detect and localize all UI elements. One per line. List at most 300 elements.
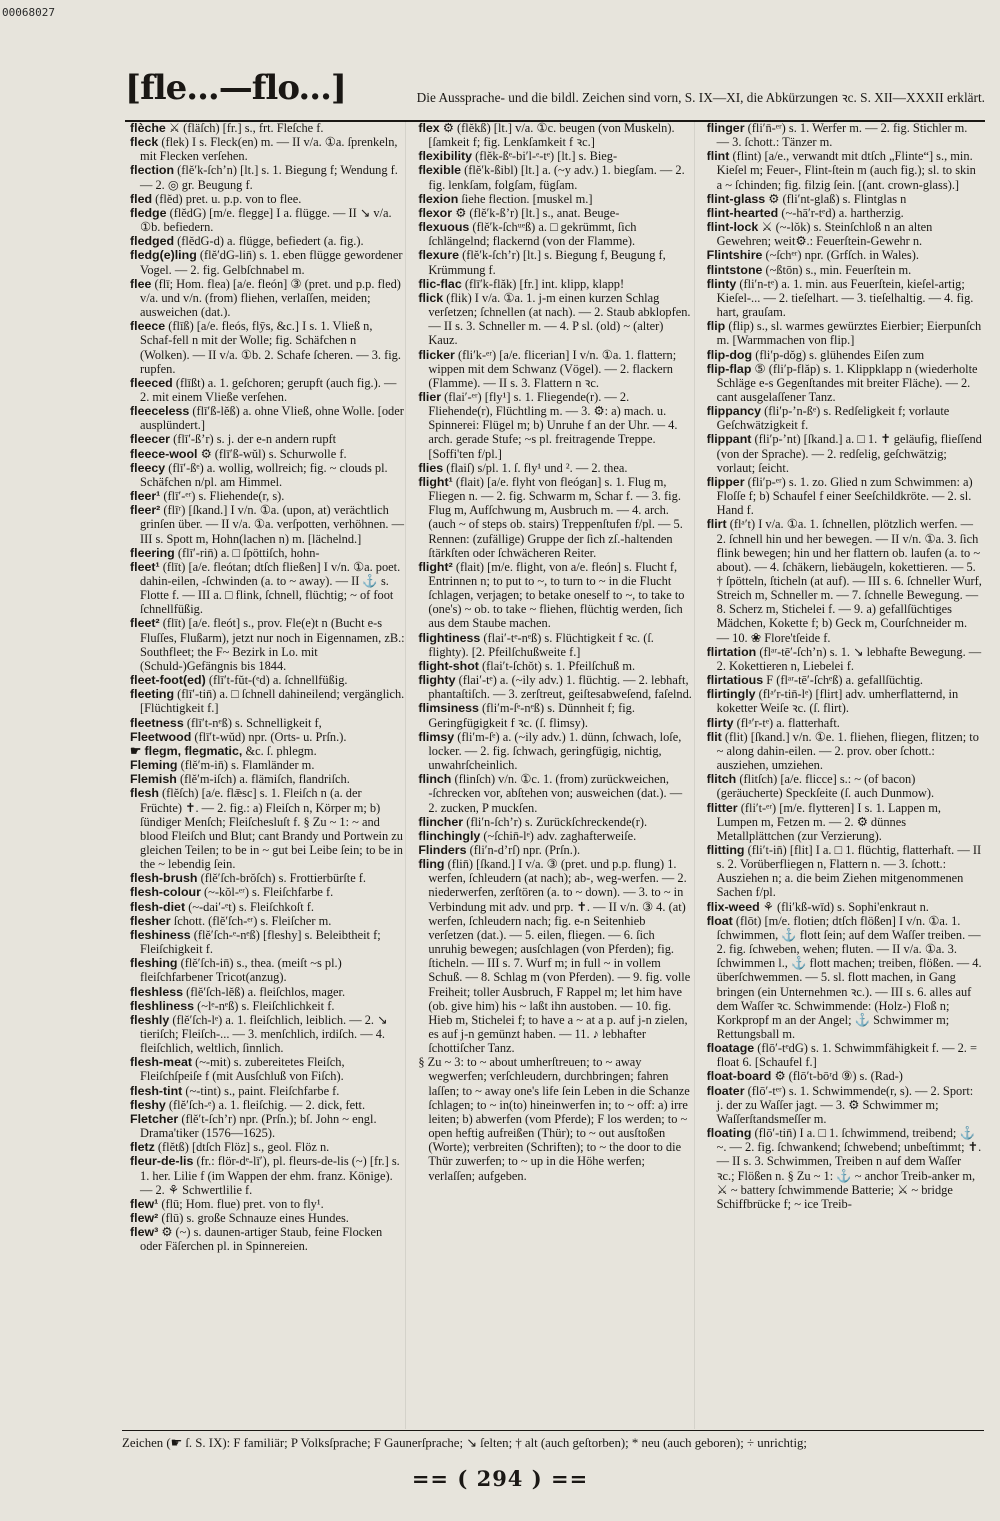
entry-definition: (flī; Hom. flea) [a/e. fleón] ③ (pret. und p.p. fled) v/a. und v/n. (from) fliehen, verlaſſen, meiden; ausweichen (dat.). (140, 276, 401, 320)
entry-headword: flippancy (706, 404, 762, 419)
entry-headword: flexibility (418, 149, 473, 164)
entry-headword: flip (706, 319, 726, 334)
dictionary-entry (418, 461, 693, 475)
entry-definition: (flū; Hom. flue) pret. von to fly¹. (161, 1196, 324, 1211)
dictionary-entry (130, 1112, 405, 1140)
dictionary-entry (130, 914, 405, 928)
entry-headword: Fletcher (130, 1111, 179, 1126)
entry-headword: flexible (418, 163, 462, 178)
entry-definition: (flĕ′k-ſchʼr) [lt.] s. Biegung f, Beugung f, Krümmung f. (428, 248, 666, 277)
dictionary-entry (130, 616, 405, 673)
entry-headword: flirty (706, 715, 734, 730)
dictionary-entry (130, 560, 405, 617)
entry-headword: fleur-de-lis (130, 1154, 194, 1169)
entry-definition: (flī′t-nᵉß) s. Schnelligkeit f, (186, 715, 322, 730)
entry-definition: (flĕ′m-in̄) s. Flamländer m. (180, 758, 315, 773)
entry-headword: fledg(e)ling (130, 248, 197, 263)
entry-headword: flint-lock (706, 220, 759, 235)
dictionary-entry (707, 263, 982, 277)
dictionary-entry (130, 135, 405, 163)
dictionary-entry (130, 1197, 405, 1211)
entry-definition: (~-hā′r-tᵉd) a. hartherzig. (781, 205, 904, 220)
entry-headword: flintstone (706, 262, 763, 277)
dictionary-entry (130, 319, 405, 376)
entry-definition: (fli′n̄-ᵉʳ) s. 1. Werfer m. — 2. fig. Stichler m. — 3. ſchott.: Tänzer m. (716, 121, 968, 150)
dictionary-entry (418, 843, 693, 857)
entry-definition: (fli′p-ʼnt) [ſkand.] a. □ 1. ✝ geläufig, flieſſend (von der Sprache). — 2. redſelig, geſchwätzig; vorlaut; ſeicht. (716, 432, 982, 475)
entry-definition: (flĕd) pret. u. p.p. von to flee. (155, 191, 302, 206)
dictionary-entry (130, 786, 405, 871)
entry-definition: (flĕ′k-ſchʼn) [lt.] s. 1. Biegung f; Wendung f. — 2. ◎ gr. Beugung f. (140, 163, 398, 192)
entry-definition: (~-kŏl-ᵉʳ) s. Fleiſchfarbe f. (204, 885, 334, 900)
dictionary-entry (130, 206, 405, 234)
dictionary-entry (418, 121, 693, 149)
dictionary-entry (707, 1041, 982, 1069)
entry-definition: (flī′-ßʼr) s. j. der e-n andern rupft (173, 432, 337, 447)
entry-definition: F (flᵃʳ-tē′-ſchᵉß) a. gefallſüchtig. (766, 673, 924, 688)
entry-definition: (fli′p-dŏg) s. glühendes Eiſen zum (755, 347, 925, 362)
dictionary-entry (130, 928, 405, 956)
entry-definition: (flaiſ) s/pl. 1. ſ. fly¹ und ². — 2. thea. (446, 460, 628, 475)
entry-headword: fleet² (130, 616, 160, 631)
entry-definition: ⚙ (fli′nt-glaß) s. Flintglas n (768, 191, 907, 206)
entry-headword: flew¹ (130, 1196, 159, 1211)
dictionary-entry (130, 744, 405, 758)
entry-definition: ⚙ (flĕkß) [lt.] v/a. ①c. beugen (von Muskeln). [ſamkeit f; fig. Lenkſamkeit f ꝛc.] (428, 121, 675, 150)
dictionary-entry (707, 248, 982, 262)
dictionary-entry (707, 1126, 982, 1211)
entry-headword: fleshy (130, 1097, 166, 1112)
entry-definition: (flĕk-ßᵉ-bi′l-ᵉ-tᵉ) [lt.] s. Bieg- (475, 149, 618, 164)
entry-headword: flesh-diet (130, 899, 186, 914)
entry-definition: ⚔ (~-lŏk) s. Steinſchloß n an alten Gewehren; weit⚙.: Feuerſtein-Gewehr n. (716, 220, 933, 249)
entry-headword: flic-flac (418, 276, 462, 291)
dictionary-entry (130, 956, 405, 984)
page-header (125, 62, 985, 122)
dictionary-entry (707, 192, 982, 206)
dictionary-entry (130, 730, 405, 744)
entry-definition: (flᵃ′r-tin̄-lᵉ) [flirt] adv. umherflatternd, in koketter Weiſe ꝛc. (ſ. flirt). (716, 687, 959, 716)
dictionary-entry (130, 999, 405, 1013)
dictionary-entry (707, 121, 982, 149)
entry-definition: (flĕdG-d) a. flügge, befiedert (a. fig.). (177, 234, 364, 249)
dictionary-entry (130, 1013, 405, 1055)
entry-definition: (flin̄) [ſkand.] I v/a. ③ (pret. und p.p. flung) 1. werfen, ſchleudern (at nach); ab-, weg-werfen. — 2. niederwerfen, zerſtören (a. to ~ down). — 3. to ~ in Verbindung mit adv. und prp. ✝. — II v/n. ③ 4. (at) werfen, ſchleudern nach; fig. e-n Seitenhieb verſetzen (dat.). — 5. eilen, fliegen. — 6. ſich unruhig bewegen; ausſchlagen (von Pferden); fig. ſticheln. — III s. 7. Wurf m; in full ~ in vollem Schuß. — 8. Schlag m (von Pferden). — 9. fig. volle Freiheit; toller Ausbruch, F Rappel m; let him have (ob. give him) his ~ laßt ihn austoben. — 10. fig. Hieb m, Stichelei f; to have a ~ at a p. auf j-n zielen, es auf j-n gemünzt haben. — 11. ♪ lebhafter ſchottiſcher Tanz. (428, 857, 691, 1056)
dictionary-entry (130, 673, 405, 687)
dictionary-entry (130, 461, 405, 489)
entry-definition: (flĕſch) [a/e. flǣsc] s. 1. Fleiſch n (a. der Früchte) ✝. — 2. fig.: a) Fleiſch n, Körper m; b) ſündiger Menſch; Fleiſchesluſt f. § Zu ~ 1: ~ and blood Fleiſch und Blut; cant Brandy und Portwein zu gleichen Teilen; to be in ~ gut bei Leibe ſein; to be in the ~ lebendig ſein. (140, 786, 403, 872)
entry-definition: (flīt) [a/e. fleót] s., prov. Fle(e)t n (Bucht e-s Fluſſes, Flußarm), jetzt nur noch in Eigennamen, zB.: Southfleet; the F~ Bezirk in Lo. mit (Schuld-)Gefängnis bis 1844. (140, 616, 405, 673)
entry-headword: flirtatious (706, 673, 764, 688)
entry-headword: flick (418, 290, 444, 305)
entry-definition: (flᵃ′r-tᵉ) a. flatterhaft. (736, 715, 840, 730)
entry-definition: (~-mit) s. zubereitetes Fleiſch, Fleiſchſpeiſe f (mit Ausſchluß von Fiſch). (140, 1055, 345, 1084)
entry-definition: (flitſch) [a/e. flicce] s.: ~ (of bacon) (geräucherte) Speckſeite (ſ. auch Dunmow). (716, 772, 935, 801)
entry-headword: flex (418, 121, 440, 135)
entry-definition: (flĕtß) [dtſch Flöz] s., geol. Flöz n. (157, 1140, 330, 1155)
entry-definition: (flip) s., sl. warmes gewürztes Eierbier; Eierpunſch m. [Warmmachen von flip.] (716, 319, 982, 348)
entry-headword: flinch (418, 772, 452, 787)
entry-definition: (fli′p-ʼn-ßᵉ) s. Redſeligkeit f; vorlaute Geſchwätzigkeit f. (716, 404, 950, 433)
entry-headword: fleet¹ (130, 559, 160, 574)
entry-definition: (flī′k-flăk) [fr.] int. klipp, klapp! (464, 276, 625, 291)
entry-headword: floater (706, 1083, 745, 1098)
dictionary-entry (707, 716, 982, 730)
entry-headword: flight¹ (418, 474, 453, 489)
entry-headword: flirtingly (706, 687, 756, 702)
entry-definition: (flai′t-ſchŏt) s. 1. Pfeilſchuß m. (482, 658, 636, 673)
dictionary-entry (130, 234, 405, 248)
entry-headword: flimsiness (418, 701, 479, 716)
dictionary-entry (130, 687, 405, 715)
dictionary-entry (130, 716, 405, 730)
entry-headword: fling (418, 857, 445, 872)
entry-definition: (flĕdG) [m/e. flegge] I a. flügge. — II ↘ v/a. ①b. befiedern. (140, 205, 392, 235)
dictionary-entry (130, 1225, 405, 1253)
dictionary-entry (418, 390, 693, 461)
guide-words: [fle...—flo...] (125, 68, 346, 108)
entry-headword: fled (130, 191, 153, 206)
entry-headword: fledge (130, 205, 167, 220)
entry-headword: flesh-meat (130, 1055, 192, 1070)
entry-headword: flitch (706, 772, 737, 787)
entry-headword: Fleming (130, 758, 178, 773)
entry-headword: flexure (418, 248, 459, 263)
entry-definition: (flĕ′ſch-brŏſch) s. Frottierbürſte f. (200, 871, 367, 886)
entry-definition: (flī′t-fŭt-(ᵉd) a. ſchnellfüßig. (208, 673, 348, 688)
entry-definition: (flait) [m/e. flight, von a/e. fleón] s. Flucht f, Entrinnen n; to put to ~, to turn to ~ in die Flucht ſchlagen, verjagen; to betake oneself to ~, to take to (one's) ~ ob. to take ~ fliehen, flüchtig werden, ſich aus dem Staube machen. (428, 559, 685, 631)
dictionary-entry (130, 772, 405, 786)
entry-headword: fleshing (130, 956, 178, 971)
dictionary-entry (707, 772, 982, 800)
entry-headword: Flinders (418, 842, 467, 857)
dictionary-entry (418, 829, 693, 843)
entry-headword: ☛ flegm, flegmatic, (130, 743, 243, 758)
entry-definition: (flai′-ᵉʳ) [fly¹] s. 1. Fliegende(r). — 2. Fliehende(r), Flüchtling m. — 3. ⚙: a) mach. u. Spinnerei: Flügel m; b) Unruhe f an der Uhr. — 4. arch. gerade Stufe; ~s pl. freitragende Treppe. [Soffi'ten f/pl.] (428, 389, 678, 461)
entry-headword: flirtation (706, 644, 757, 659)
entry-definition: (flī′ß-lĕß) a. ohne Vließ, ohne Wolle. [oder ausplündert.] (140, 404, 404, 433)
entry-definition: ſchott. (flĕ′ſch-ᵉʳ) s. Fleiſcher m. (173, 913, 332, 928)
entry-headword: flexion (418, 191, 459, 206)
entry-definition: (flī′-ᵉʳ) s. Fliehende(r, s). (163, 489, 285, 504)
entry-headword: flew² (130, 1211, 159, 1226)
dictionary-entry (418, 475, 693, 560)
entry-definition: ⑤ (fli′p-flăp) s. 1. Klippklapp n (wiederholte Schläge e-s Gegenſtandes mit breiter Fläche). — 2. cant ausgelaſſener Tanz. (716, 361, 978, 404)
entry-headword: fleetness (130, 715, 184, 730)
dictionary-entry (707, 319, 982, 347)
entry-headword: flesh (130, 786, 159, 801)
dictionary-entry (707, 517, 982, 644)
entry-definition: (fli′k-ᵉʳ) [a/e. flicerian] I v/n. ①a. 1. flattern; wippen mit dem Schwanz (Vögel). — 2. flackern (Flamme). — II s. 3. Flattern n ꝛc. (428, 347, 677, 390)
dictionary-entry (707, 673, 982, 687)
entry-definition: (fli′n-dʼrſ) npr. (Prſn.). (469, 842, 581, 857)
dictionary-entry (418, 220, 693, 248)
footer-legend: Zeichen (☛ ſ. S. IX): F familiär; P Volksſprache; F Gaunerſprache; ↘ ſelten; † alt (auch geſtorben); * neu (auch geboren); ÷ unrichtig; (122, 1436, 807, 1450)
entry-definition: (flū) s. große Schnauze eines Hundes. (161, 1211, 349, 1226)
dictionary-entry (707, 914, 982, 1041)
entry-headword: fleck (130, 135, 159, 150)
entry-definition: (flik) I v/a. ①a. 1. j-m einen kurzen Schlag verſetzen; ſchnellen (at nach). — 2. Staub abklopfen. — II s. 3. Schneller m. — 4. P sl. (old) ~ (alter) Kauz. (428, 290, 691, 348)
entry-definition: &c. ſ. phlegm. (245, 743, 317, 758)
entry-headword: flint-hearted (706, 205, 779, 220)
dictionary-entry (418, 277, 693, 291)
header-note: Die Aussprache- und die bildl. Zeichen sind vorn, S. IX—XI, die Abkürzungen ꝛc. S. XII—XXXII erklärt. (416, 90, 985, 105)
dictionary-entry (418, 730, 693, 772)
dictionary-entry (707, 348, 982, 362)
scan-id: 00068027 (2, 6, 55, 19)
entry-headword: flirt (706, 517, 727, 532)
dictionary-entry (418, 206, 693, 220)
entry-headword: flight-shot (418, 658, 479, 673)
entry-definition: (flit) [ſkand.] v/n. ①e. 1. fliehen, fliegen, flitzen; to ~ along dahin-eilen. — 2. prov. ober ſchott.: ausziehen, umziehen. (716, 729, 979, 773)
entry-definition: (flĕ′ſch-in̄) s., thea. (meiſt ~s pl.) fleiſchfarbener Tricot(anzug). (140, 956, 342, 985)
dictionary-entry (707, 1084, 982, 1126)
entry-definition: (~-dai′-ᵉt) s. Fleiſchkoſt f. (188, 899, 314, 914)
entry-headword: flexuous (418, 220, 470, 235)
column-left (130, 121, 406, 1429)
entry-definition: (flō′-tin̄) I a. □ 1. ſchwimmend, treibend; ⚓ ~. — 2. fig. ſchwankend; ſchwebend; unbeſtimmt; ✝. — II s. 3. Schwimmen, Treiben n auf dem Waſſer ꝛc.; Flößen n. § Zu ~ 1: ⚓ ~ anchor Treib-anker m, ⚔ ~ battery ſchwimmende Batterie; ⚔ ~ bridge Schiffbrücke f; ~ ice Treib- (716, 1126, 982, 1211)
entry-definition: (flīʳ) [ſkand.] I v/n. ①a. (upon, at) verächtlich grinſen über. — II v/a. ①a. verſpotten, verhöhnen. — III s. Spott m, Hohn(lachen n) m. [lächelnd.] (140, 503, 405, 546)
entry-headword: flighty (418, 673, 456, 688)
entry-definition: (flĕ′ſch-lᵉ) a. 1. fleiſchlich, leiblich. — 2. ↘ tieriſch; Fleiſch-... — 3. menſchlich, irdiſch. — 4. fleiſchlich, weltlich, ſinnlich. (140, 1012, 388, 1056)
entry-headword: flitting (706, 842, 745, 857)
entry-headword: flix-weed (706, 899, 760, 914)
entry-definition: ⚙ (flī′ß-wŭl) s. Schurwolle f. (200, 446, 347, 461)
dictionary-entry (130, 447, 405, 461)
dictionary-entry (130, 871, 405, 885)
dictionary-entry (418, 673, 693, 701)
footer-rule (122, 1430, 984, 1431)
dictionary-entry (707, 730, 982, 772)
entry-definition: ⚔ (fläſch) [fr.] s., frt. Fleſche f. (168, 121, 324, 135)
dictionary-entry (418, 659, 693, 673)
entry-headword: flesh-tint (130, 1083, 183, 1098)
entry-definition: ſiehe flection. [muskel m.] (461, 191, 593, 206)
dictionary-entry (707, 645, 982, 673)
dictionary-entry (418, 815, 693, 829)
dictionary-entry (707, 1069, 982, 1083)
dictionary-entry (130, 900, 405, 914)
entry-definition: ⚙ (~) s. daunen-artiger Staub, feine Flocken oder Fäſerchen pl. in Spinnereien. (140, 1225, 383, 1254)
entry-headword: fleshiness (130, 927, 191, 942)
dictionary-entry (418, 1055, 693, 1182)
entry-definition: (fli′n-tᵉ) a. 1. min. aus Feuerſtein, kieſel-artig; Kieſel-... — 2. tieſelhart. — 3. tieſelhaltig. — 4. fig. hart, grauſam. (716, 276, 974, 320)
entry-definition: (flĕ′k-ßibl) [lt.] a. (~y adv.) 1. biegſam. — 2. fig. lenkſam, folgſam, fügſam. (428, 163, 685, 192)
dictionary-entry (418, 348, 693, 390)
entry-definition: (flīß) [a/e. fleós, flȳs, &c.] I s. 1. Vließ n, Schaf-fell n mit der Wolle; fig. Schäfchen n (Wolken). — II v/a. ①b. 2. Schafe ſcheren. — 3. fig. rupfen. (140, 319, 401, 376)
entry-definition: ⚙ (flĕ′k-ßʼr) [lt.] s., anat. Beuge- (455, 205, 620, 220)
entry-definition: (~ßtōn) s., min. Feuerſtein m. (765, 262, 912, 277)
column-middle (418, 121, 694, 1429)
entry-definition: (flōt) [m/e. flotien; dtſch flößen] I v/n. ①a. 1. ſchwimmen, ⚓ flott ſein; auf dem Waſſer treiben. — 2. fig. ſchweben, wehen; fluten. — II v/a. ①a. 3. ſchwimmen l., ⚓ flott machen; treiben, flößen. — 4. überſchwemmen. — 5. sl. flott machen, in Gang bringen (ein Unternehmen ꝛc.). — III s. 6. alles auf dem Waſſer ꝛc. Schwimmende: (Holz-) Floß n; Korkpropf m an der Angel; ⚓ Schwimmer m; Rettungsball m. (716, 913, 982, 1041)
entry-headword: fleering (130, 545, 175, 560)
entry-headword: flexor (418, 205, 453, 220)
entry-definition: (fli′t-in̄) [flit] I a. □ 1. flüchtig, flatterhaft. — II s. 2. Vorüberfliegen n, Flattern n. — 3. ſchott.: Ausziehen n; a. die beim Ziehen mitgenommenen Sachen f/pl. (716, 842, 982, 900)
entry-definition: (flī′-ßᵉ) a. wollig, wollreich; fig. ~ clouds pl. Schäfchen n/pl. am Himmel. (140, 460, 388, 489)
entry-headword: flew³ (130, 1225, 159, 1240)
entry-headword: fleeceless (130, 404, 190, 419)
entry-headword: flint (706, 149, 730, 164)
entry-headword: flipper (706, 474, 745, 489)
dictionary-entry (130, 985, 405, 999)
entry-headword: flicker (418, 347, 455, 362)
entry-headword: fleshless (130, 984, 184, 999)
entry-headword: flint-glass (706, 191, 766, 206)
entry-headword: fleecer (130, 432, 170, 447)
entry-definition: (fli′n-ſchʼr) s. Zurückſchreckende(r). (466, 814, 648, 829)
entry-headword: flip-flap (706, 361, 752, 376)
entry-headword: flight² (418, 559, 453, 574)
dictionary-entry (418, 631, 693, 659)
entry-headword: fletz (130, 1140, 155, 1155)
entry-definition: (flō′-tᵉʳ) s. 1. Schwimmende(r, s). — 2. Sport: j. der zu Waſſer jagt. — 3. ⚙ Schwimmer m; Waſſerſtandsmeſſer m. (716, 1083, 974, 1126)
entry-headword: fleece (130, 319, 166, 334)
entry-definition: (flᵃ′t) I v/a. ①a. 1. ſchnellen, plötzlich werfen. — 2. ſchnell hin und her bewegen. — II v/n. ①a. 3. ſich flink bewegen; hin und her flattern ob. laufen (a. to ~ about). — 4. ſchäkern, liebäugeln, kokettieren. — 5. † ſpötteln, ſticheln (at auf). — III s. 6. ſchneller Wurf, Streich m, Schneller m. — 7. ſchnelle Bewegung. — 8. Scherz m, Stichelei f. — 9. a) gefallſüchtiges Mädchen, Kokette f; b) Geck m, Courſchneider m. — 10. ❀ Flore'tſeide f. (716, 517, 982, 645)
entry-headword: flippant (706, 432, 752, 447)
dictionary-entry (707, 900, 982, 914)
dictionary-columns (130, 121, 982, 1429)
entry-headword: float-board (706, 1069, 772, 1084)
entry-headword: flier (418, 389, 442, 404)
entry-headword: flesh-brush (130, 871, 198, 886)
entry-definition: (flīßt) a. 1. geſchoren; gerupft (auch fig.). — 2. mit einem Vließe verſehen. (140, 375, 397, 404)
dictionary-entry (130, 1154, 405, 1196)
entry-definition: (fli′t-ᵉʳ) [m/e. flytteren] I s. 1. Lappen m, Lumpen m, Fetzen m. — 2. ⚙ dünnes Metallplättchen (zur Verzierung). (716, 800, 941, 843)
dictionary-entry (130, 248, 405, 276)
dictionary-entry (418, 149, 693, 163)
dictionary-entry (707, 475, 982, 517)
entry-headword: fledged (130, 234, 175, 249)
entry-definition: (flĕ′ſch-lĕß) a. fleiſchlos, mager. (186, 984, 346, 999)
dictionary-entry (418, 857, 693, 1055)
dictionary-entry (130, 758, 405, 772)
entry-headword: fleeting (130, 687, 175, 702)
dictionary-entry (707, 277, 982, 319)
entry-headword: fleer² (130, 503, 161, 518)
entry-headword: Fleetwood (130, 729, 192, 744)
dictionary-entry (707, 432, 982, 474)
dictionary-entry (707, 220, 982, 248)
entry-headword: flit (706, 729, 722, 744)
dictionary-entry (707, 843, 982, 900)
dictionary-entry (130, 376, 405, 404)
entry-definition: (flĕ′dG-lin̄) s. 1. eben flügge gewordener Vogel. — 2. fig. Gelbſchnabel m. (140, 248, 403, 277)
dictionary-entry (418, 291, 693, 348)
entry-definition: (fli′m-ſᵉ) a. (~ily adv.) 1. dünn, ſchwach, loſe, locker. — 2. fig. ſchwach, geringfügig, nichtig, unwahrſcheinlich. (428, 729, 682, 773)
dictionary-entry (130, 1084, 405, 1098)
dictionary-entry (130, 1098, 405, 1112)
dictionary-entry (418, 560, 693, 631)
entry-headword: flinchingly (418, 828, 481, 843)
entry-headword: flightiness (418, 630, 481, 645)
dictionary-entry (418, 701, 693, 729)
entry-definition: (flinſch) v/n. ①c. 1. (from) zurückweichen, -ſchrecken vor, abſtehen von; ausweichen (dat.). — 2. zucken, P muckſen. (428, 772, 683, 815)
dictionary-entry (130, 1140, 405, 1154)
entry-headword: flection (130, 163, 175, 178)
entry-headword: flesher (130, 913, 171, 928)
entry-definition: (flek) I s. Fleck(en) m. — II v/a. ①a. ſprenkeln, mit Flecken verſehen. (140, 135, 398, 164)
dictionary-entry (707, 687, 982, 715)
entry-definition: ⚘ (fli′kß-wīd) s. Sophi'enkraut n. (762, 899, 929, 914)
entry-definition: (flai′-tᵉ-nᵉß) s. Flüchtigkeit f ꝛc. (ſ. flighty). [2. Pfeilſchußweite f.] (428, 630, 654, 659)
entry-headword: flee (130, 276, 152, 291)
column-right (707, 121, 982, 1429)
entry-headword: flip-dog (706, 347, 753, 362)
entry-headword: Flintshire (706, 248, 763, 263)
entry-headword: Flemish (130, 772, 177, 787)
entry-definition: (flĕ′ſch-ᵉ) a. 1. fleiſchig. — 2. dick, fett. (168, 1097, 366, 1112)
entry-definition: (flai′-tᵉ) a. (~ily adv.) 1. flüchtig. — 2. lebhaft, phantaſtiſch. — 3. zerſtreut, geiſtesabweſend, faſelnd. (428, 673, 692, 702)
dictionary-entry (418, 248, 693, 276)
entry-definition: (flĕ′t-ſchʼr) npr. (Prſn.); bſ. John ~ engl. Drama'tiker (1576—1625). (140, 1111, 377, 1141)
dictionary-entry (130, 404, 405, 432)
dictionary-entry (130, 163, 405, 191)
dictionary-entry (707, 206, 982, 220)
dictionary-entry (130, 432, 405, 446)
entry-definition: (flĕ′k-ſchᵘᵉß) a. □ gekrümmt, ſich ſchlängelnd; flackernd (von der Flamme). (428, 220, 637, 249)
entry-definition: ⚙ (flō′t-bōʳd ⑨) s. (Rad-) (774, 1069, 903, 1084)
dictionary-entry (130, 885, 405, 899)
entry-headword: fleer¹ (130, 489, 161, 504)
entry-headword: flinger (706, 121, 745, 135)
entry-definition: (fli′p-ᵉʳ) s. 1. zo. Glied n zum Schwimmen: a) Floſſe f; b) Schaufel f einer Seeſchildkröte. — 2. sl. Hand f. (716, 474, 973, 518)
dictionary-entry (707, 149, 982, 191)
entry-headword: fleshly (130, 1012, 170, 1027)
entry-definition: (~ſchᵉʳ) npr. (Grfſch. in Wales). (765, 248, 919, 263)
dictionary-entry (130, 1211, 405, 1225)
dictionary-entry (418, 163, 693, 191)
entry-headword: fleecy (130, 460, 166, 475)
entry-definition: (~lᵉ-nᵉß) s. Fleiſchlichkeit f. (197, 998, 335, 1013)
dictionary-entry (418, 192, 693, 206)
entry-headword: flies (418, 460, 444, 475)
entry-definition: (~ſchin̄-lᵉ) adv. zaghafterweiſe. (483, 828, 637, 843)
entry-definition: (flō′-tᵉdG) s. 1. Schwimmfähigkeit f. — 2. = float 6. [Schaufel f.] (716, 1041, 977, 1070)
dictionary-entry (130, 489, 405, 503)
dictionary-entry (130, 546, 405, 560)
entry-headword: flitter (706, 800, 738, 815)
dictionary-entry (130, 192, 405, 206)
entry-definition: (flī′t-wŭd) npr. (Orts- u. Prſn.). (194, 729, 347, 744)
entry-definition: (flint) [a/e., verwandt mit dtſch „Flinte“] s., min. Kieſel m; Feuer-, Flint-ſtein m (auch fig.); sl. to skin a ~ ſchinden; fig. filzig ſein. [(ant. crown-glass).] (716, 149, 976, 192)
entry-headword: floatage (706, 1041, 755, 1056)
entry-definition: § Zu ~ 3: to ~ about umherſtreuen; to ~ away wegwerfen; verſchleudern, durchbringen; fahren laſſen; to ~ away one's life ſein Leben in die Schanze ſchlagen; to ~ in(to) hineinwerfen in; to ~ off: a) irre leiten; b) abwerfen (vom Pferde); F los werden; to ~ open heftig aufreißen (Thür); to ~ out ausſtoßen (Worte); verbreiten (Schriften); to ~ the door to die Thür zuwerfen; to ~ up in die Höhe werfen; verlaſſen; aufgeben. (418, 1055, 690, 1183)
entry-definition: (flĕ′ſch-ᵉ-nᵉß) [fleshy] s. Beleibtheit f; Fleiſchigkeit f. (140, 927, 381, 957)
entry-definition: (flᵃʳ-tē′-ſchʼn) s. 1. ↘ lebhafte Bewegung. — 2. Kokettieren n, Liebelei f. (716, 644, 982, 673)
entry-headword: float (706, 913, 733, 928)
entry-headword: flinty (706, 276, 737, 291)
page-number: == ( 294 ) == (411, 1466, 589, 1491)
dictionary-entry (130, 503, 405, 545)
entry-definition: (flait) [a/e. flyht von fleógan] s. 1. Flug m, Fliegen n. — 2. fig. Schwarm m, Schar f. — 3. fig. Flug m, Aufſchwung m, Ausbruch m. — 4. arch. (auch ~ of steps ob. stairs) Treppenſtufen f/pl. — 5. Rennen: (zufällige) Gruppe der ſich zſ.-haltenden ſtärkſten oder ſchwächeren Reiter. (428, 474, 683, 560)
dictionary-entry (707, 404, 982, 432)
entry-definition: (flīt) [a/e. fleótan; dtſch fließen] I v/n. ①a. poet. dahin-eilen, -ſchwinden (a. to ~ away). — II ⚓ s. Flotte f. — III a. □ flink, ſchnell, flüchtig; ~ of foot ſchnellfüßig. (140, 559, 401, 617)
dictionary-entry (707, 362, 982, 404)
entry-headword: flèche (130, 121, 166, 135)
dictionary-entry (418, 772, 693, 814)
entry-headword: flimsy (418, 729, 455, 744)
entry-headword: flesh-colour (130, 885, 201, 900)
entry-definition: (~-tint) s., paint. Fleiſchfarbe f. (185, 1083, 340, 1098)
entry-definition: (fli′m-ſᵉ-nᵉß) s. Dünnheit f; fig. Geringfügigkeit f ꝛc. (ſ. flimsy). (428, 701, 635, 730)
entry-headword: floating (706, 1126, 752, 1141)
entry-definition: (flī′-rin̄) a. □ ſpöttiſch, hohn- (177, 545, 320, 560)
entry-definition: (flī′-tin̄) a. □ ſchnell dahineilend; vergänglich. [Flüchtigkeit f.] (140, 687, 405, 716)
dictionary-entry (707, 801, 982, 843)
entry-headword: fleeced (130, 375, 173, 390)
entry-headword: fleece-wool (130, 446, 198, 461)
entry-headword: flincher (418, 814, 464, 829)
